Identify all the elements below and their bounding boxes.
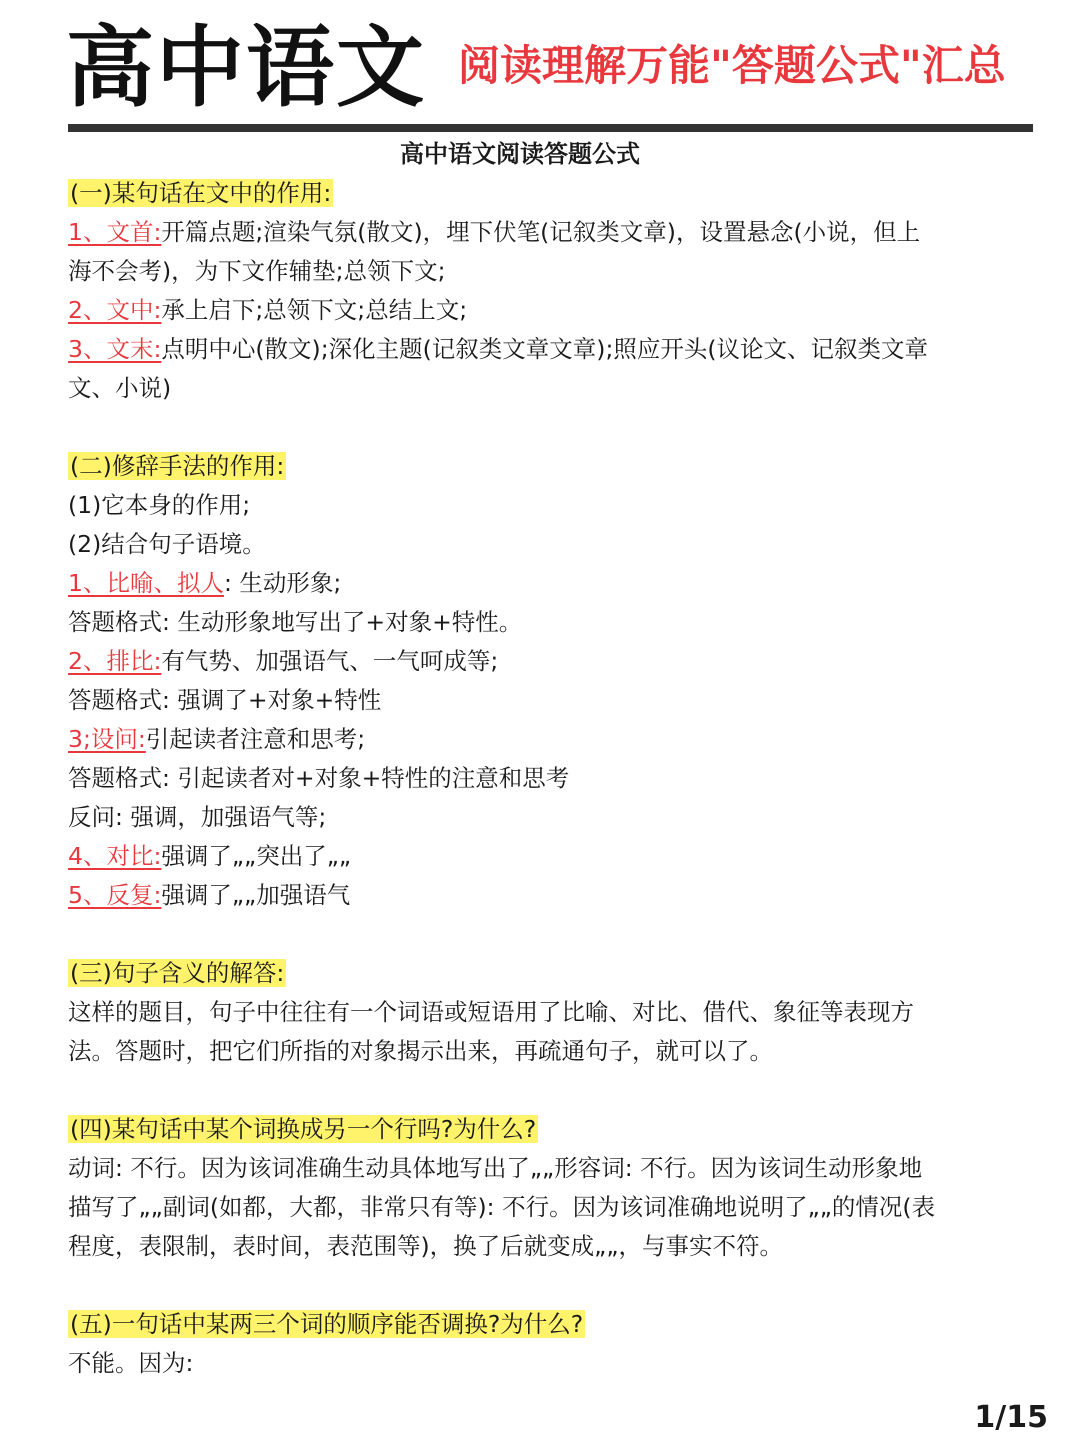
- document-title: 高中语文阅读答题公式: [400, 140, 640, 168]
- item-text: 强调了„„加强语气: [161, 881, 351, 909]
- section-heading: (一)某句话在文中的作用:: [70, 179, 332, 207]
- section-heading: (三)句子含义的解答:: [70, 959, 285, 987]
- item-text-continued: 海不会考)，为下文作辅垫;总领下文;: [68, 257, 446, 285]
- document-body: [68, 174, 1032, 1383]
- paragraph: 不能。因为:: [68, 1349, 194, 1377]
- header-rule: [68, 124, 1033, 132]
- main-title: 高中语文: [66, 16, 427, 119]
- item-label: 4、对比:: [68, 842, 162, 870]
- spacer: [68, 408, 1032, 447]
- section-heading: (四)某句话中某个词换成另一个行吗?为什么?: [70, 1115, 537, 1143]
- item-label: 5、反复:: [68, 881, 162, 909]
- page-number: 1/15: [974, 1400, 1048, 1435]
- list-item: [68, 213, 1032, 252]
- item-text: 开篇点题;渲染气氛(散文)，埋下伏笔(记叙类文章)，设置悬念(小说，但上: [161, 218, 921, 246]
- list-item: [68, 837, 1032, 876]
- section-1: [68, 174, 1032, 213]
- section-heading: (五)一句话中某两三个词的顺序能否调换?为什么?: [70, 1310, 584, 1338]
- paragraph: 动词: 不行。因为该词准确生动具体地写出了„„形容词: 不行。因为该词生动形象地: [68, 1154, 923, 1182]
- paragraph: 描写了„„副词(如都，大都，非常只有等): 不行。因为该词准确地说明了„„的情况(表: [68, 1193, 936, 1221]
- item-label: 1、比喻、拟人: [68, 569, 224, 597]
- subtitle: 阅读理解万能"答题公式"汇总: [458, 41, 1006, 90]
- header: [66, 18, 1036, 118]
- paragraph: (1)它本身的作用;: [68, 491, 251, 519]
- section-heading: (二)修辞手法的作用:: [70, 452, 285, 480]
- answer-format: 答题格式: 引起读者对+对象+特性的注意和思考: [68, 764, 570, 792]
- spacer: [68, 1266, 1032, 1305]
- item-label: 2、文中:: [68, 296, 162, 324]
- paragraph: 反问: 强调，加强语气等;: [68, 803, 327, 831]
- item-text: 承上启下;总领下文;总结上文;: [161, 296, 468, 324]
- item-text: 强调了„„突出了„„: [161, 842, 352, 870]
- section-2: [68, 447, 1032, 486]
- item-text: 引起读者注意和思考;: [145, 725, 366, 753]
- section-3: [68, 954, 1032, 993]
- list-item: [68, 642, 1032, 681]
- paragraph: (2)结合句子语境。: [68, 530, 266, 558]
- list-item: [68, 291, 1032, 330]
- section-5: [68, 1305, 1032, 1344]
- paragraph: 法。答题时，把它们所指的对象揭示出来，再疏通句子，就可以了。: [68, 1037, 773, 1065]
- list-item: [68, 720, 1032, 759]
- item-text-continued: 文、小说): [68, 374, 172, 402]
- item-label: 3、文末:: [68, 335, 162, 363]
- section-4: [68, 1110, 1032, 1149]
- list-item: [68, 876, 1032, 915]
- answer-format: 答题格式: 生动形象地写出了+对象+特性。: [68, 608, 523, 636]
- paragraph: 这样的题目，句子中往往有一个词语或短语用了比喻、对比、借代、象征等表现方: [68, 998, 914, 1026]
- item-text: 有气势、加强语气、一气呵成等;: [161, 647, 499, 675]
- spacer: [68, 915, 1032, 954]
- item-label: 1、文首:: [68, 218, 162, 246]
- item-label: 2、排比:: [68, 647, 162, 675]
- item-text: 点明中心(散文);深化主题(记叙类文章文章);照应开头(议论文、记叙类文章: [161, 335, 929, 363]
- paragraph: 程度，表限制，表时间，表范围等)，换了后就变成„„，与事实不符。: [68, 1232, 784, 1260]
- answer-format: 答题格式: 强调了+对象+特性: [68, 686, 382, 714]
- item-text: : 生动形象;: [223, 569, 342, 597]
- spacer: [68, 1071, 1032, 1110]
- item-label: 3;设问:: [68, 725, 146, 753]
- list-item: [68, 564, 1032, 603]
- list-item: [68, 330, 1032, 369]
